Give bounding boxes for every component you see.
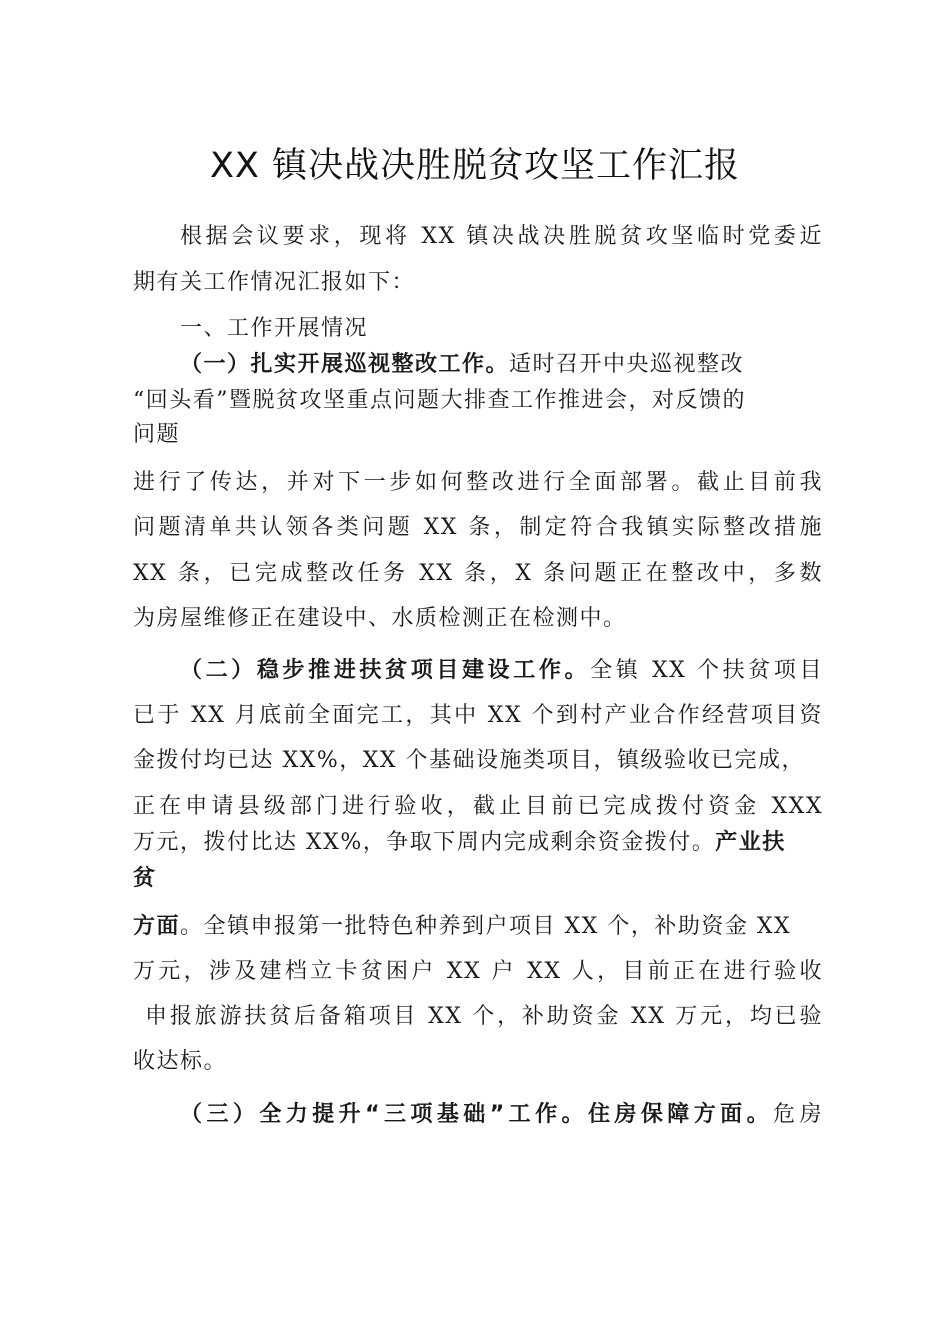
item2-heading: （二）稳步推进扶贫项目建设工作。	[180, 658, 591, 683]
item2-line-8: 万元，涉及建档立卡贫困户 XX 户 XX 人，目前正在进行验收	[133, 959, 823, 984]
item1-line-7: 为房屋维修正在建设中、水质检测正在检测中。	[133, 606, 627, 631]
item2-line1-text: 全镇 XX 个扶贫项目	[590, 658, 823, 683]
item2-line-9: 申报旅游扶贫后备箱项目 XX 个，补助资金 XX 万元，均已验	[145, 1004, 823, 1029]
item1-line-3: 问题	[133, 422, 181, 447]
item2-line5-text: 万元，拨付比达 XX%，争取下周内完成剩余资金拨付。	[133, 830, 716, 855]
item2-line-6: 贫	[133, 866, 157, 891]
item1-first-line	[180, 350, 823, 380]
item2-line-4: 正在申请县级部门进行验收，截止目前已完成拨付资金 XXX	[133, 794, 823, 819]
section-heading: 一、工作开展情况	[180, 316, 369, 341]
item2-line7-bold: 方面	[133, 914, 181, 939]
item2-line7-text: 。全镇申报第一批特色种养到户项目 XX 个，补助资金 XX	[180, 914, 792, 939]
item2-line5-bold: 产业扶	[715, 830, 786, 855]
item2-line-2: 已于 XX 月底前全面完工，其中 XX 个到村产业合作经营项目资	[133, 703, 823, 728]
item1-line-4: 进行了传达，并对下一步如何整改进行全面部署。截止目前我	[133, 470, 823, 495]
document-title: XX 镇决战决胜脱贫攻坚工作汇报	[209, 146, 741, 186]
item2-first-line	[180, 656, 823, 686]
intro-line-1: 根据会议要求，现将 XX 镇决战决胜脱贫攻坚临时党委近	[180, 224, 823, 249]
item2-line-7	[133, 912, 823, 942]
intro-line-2: 期有关工作情况汇报如下：	[133, 270, 416, 295]
item2-line-5	[133, 828, 823, 858]
item1-line-2: “回头看”暨脱贫攻坚重点问题大排查工作推进会，对反馈的	[133, 388, 746, 413]
item3-heading: （三）全力提升“三项基础”工作。住房保障方面。	[180, 1102, 774, 1127]
item3-line1-text: 危房	[773, 1102, 823, 1127]
item1-line-5: 问题清单共认领各类问题 XX 条，制定符合我镇实际整改措施	[133, 515, 823, 540]
item2-line-10: 收达标。	[133, 1049, 228, 1074]
item1-line-6: XX 条，已完成整改任务 XX 条，X 条问题正在整改中，多数	[133, 561, 823, 586]
item1-line1-text: 适时召开中央巡视整改	[509, 352, 745, 377]
item2-line-3: 金拨付均已达 XX%，XX 个基础设施类项目，镇级验收已完成，	[133, 748, 806, 773]
item1-heading: （一）扎实开展巡视整改工作。	[180, 352, 510, 377]
item3-first-line	[180, 1100, 823, 1130]
